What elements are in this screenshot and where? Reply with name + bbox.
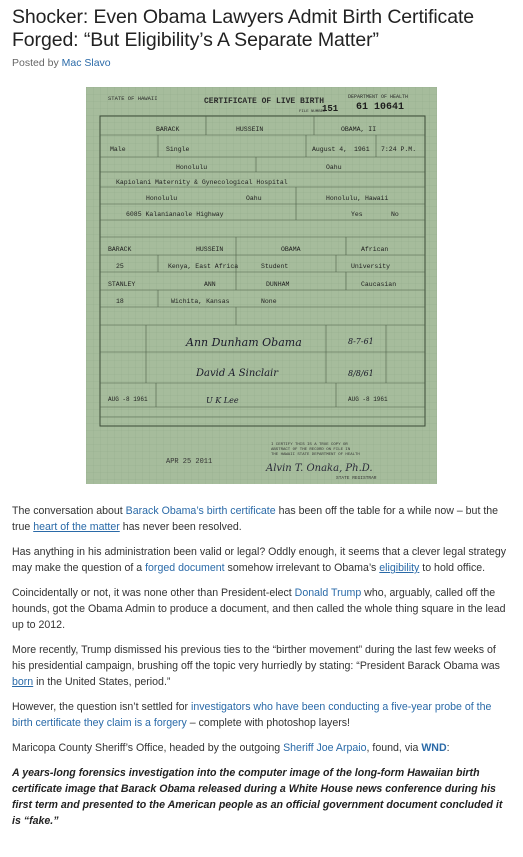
hospital-name: Kapiolani Maternity & Gynecological Hospital	[116, 179, 288, 186]
paragraph-4	[12, 642, 512, 690]
mother-occupation: None	[261, 298, 277, 305]
registrar-accepted-date: AUG -8 1961	[108, 396, 148, 403]
father-middle-name: HUSSEIN	[196, 246, 224, 253]
mother-birthplace: Wichita, Kansas	[171, 298, 230, 305]
mother-first-name: STANLEY	[108, 281, 136, 288]
mother-residence-island: Oahu	[246, 195, 262, 202]
investigators-link[interactable]: investigators who have been conducting a five-year probe of the birth certificate they claim is a forgery	[12, 701, 492, 729]
state-registrar-signature: Alvin T. Onaka, Ph.D.	[266, 463, 373, 474]
father-industry: University	[351, 263, 391, 270]
sheriff-arpaio-link[interactable]: Sheriff Joe Arpaio	[283, 742, 367, 754]
p2-text-b: somehow irrelevant to Obama’s	[224, 562, 380, 574]
mother-race: Caucasian	[361, 281, 397, 288]
certify-line-3: THE HAWAII STATE DEPARTMENT OF HEALTH	[271, 453, 360, 457]
cert-heading: CERTIFICATE OF LIVE BIRTH	[204, 97, 325, 106]
p5-text-a: However, the question isn’t settled for	[12, 701, 192, 713]
attendant-sign-date: 8/8/61	[348, 369, 374, 378]
file-prefix: 151	[322, 104, 339, 114]
child-first-name: BARACK	[156, 126, 180, 133]
birth-time: 7:24 P.M.	[381, 146, 417, 153]
parent-signature: Ann Dunham Obama	[186, 336, 302, 349]
birth-certificate-image	[86, 87, 437, 484]
posted-by-label: Posted by	[12, 57, 59, 69]
p5-text-b: – complete with photoshop layers!	[186, 717, 350, 729]
p1-text-a: The conversation about	[12, 505, 126, 517]
p6-text-c: :	[446, 742, 450, 754]
p4-text-a: More recently, Trump dismissed his previous ties to the “birther movement” during the last few weeks of his presidential campaign, brushing off the topic very hurriedly by stating: “President Barack Obama was	[12, 644, 500, 672]
certify-line-1: I CERTIFY THIS IS A TRUE COPY OR	[271, 443, 348, 447]
born-link[interactable]: born	[12, 676, 34, 688]
filed-date: AUG -8 1961	[348, 396, 388, 403]
cert-number: 61 10641	[356, 102, 405, 113]
birth-certificate-link[interactable]: Barack Obama’s birth certificate	[125, 505, 276, 517]
author-link[interactable]: Mac Slavo	[61, 57, 111, 69]
father-birthplace: Kenya, East Africa	[168, 263, 239, 270]
eligibility-link[interactable]: eligibility	[379, 562, 420, 574]
certify-line-2: ABSTRACT OF THE RECORD ON FILE IN	[271, 448, 351, 452]
article-title: Shocker: Even Obama Lawyers Admit Birth Certificate Forged: “But Eligibility’s A Separate Matter”	[12, 6, 475, 51]
inside-city-no: No	[391, 211, 399, 218]
state-registrar-title: STATE REGISTRAR	[336, 476, 377, 481]
p2-text-c: to hold office.	[419, 562, 486, 574]
child-sex: Male	[110, 146, 126, 153]
wnd-link[interactable]: WND	[421, 742, 447, 754]
inside-city-yes: Yes	[351, 211, 363, 218]
p6-text-b: , found, via	[366, 742, 422, 754]
donald-trump-link[interactable]: Donald Trump	[294, 587, 362, 599]
blockquote: A years-long forensics investigation into the computer image of the long-form Hawaiian birth certificate image that Barack Obama released during a White House news conference during his first term and presented to the American people as an official government document concluded it is “fake.”	[12, 767, 503, 827]
file-number-label: FILE NUMBER	[299, 110, 326, 114]
child-middle-name: HUSSEIN	[236, 126, 264, 133]
heart-of-matter-link[interactable]: heart of the matter	[33, 521, 120, 533]
paragraph-1	[12, 503, 512, 535]
article-body	[12, 503, 512, 838]
stamp-date: APR 25 2011	[166, 458, 213, 466]
mother-residence-city: Honolulu	[146, 195, 178, 202]
p6-text-a: Maricopa County Sheriff’s Office, headed by the outgoing	[12, 742, 284, 754]
byline	[12, 57, 111, 69]
p1-text-c: has never been resolved.	[119, 521, 242, 533]
birth-city: Honolulu	[176, 164, 208, 171]
cert-dept: DEPARTMENT OF HEALTH	[348, 94, 409, 100]
mother-residence-state: Honolulu, Hawaii	[326, 195, 389, 202]
birth-type: Single	[166, 146, 190, 153]
p3-text-b: who, arguably, called off the hounds, got the Obama Admin to produce a document, and then called the whole thing square in the lead up to 2012.	[12, 587, 506, 631]
birth-year: 1961	[354, 146, 370, 153]
cert-state: STATE OF HAWAII	[108, 95, 158, 102]
birth-month-day: August 4,	[312, 146, 348, 153]
mother-maiden-name: DUNHAM	[266, 281, 290, 288]
p4-text-b: in the United States, period.”	[33, 676, 171, 688]
registrar-signature: U K Lee	[206, 396, 239, 405]
paragraph-5	[12, 699, 512, 731]
parent-sign-date: 8-7-61	[348, 337, 374, 346]
attendant-signature: David A Sinclair	[196, 368, 279, 379]
p2-text-a: Has anything in his administration been valid or legal? Oddly enough, it seems that a clever legal strategy may make the question of a	[12, 546, 507, 574]
mother-middle-name: ANN	[204, 281, 216, 288]
paragraph-2	[12, 544, 512, 576]
father-first-name: BARACK	[108, 246, 132, 253]
father-age: 25	[116, 263, 124, 270]
father-race: African	[361, 246, 389, 253]
child-last-name: OBAMA, II	[341, 126, 377, 133]
mother-age: 18	[116, 298, 124, 305]
forged-document-link[interactable]: forged document	[145, 562, 225, 574]
paragraph-3	[12, 585, 512, 633]
p1-text-b: has been off the table for a while now – but the true	[12, 505, 499, 533]
p3-text-a: Coincidentally or not, it was none other than President-elect	[12, 587, 295, 599]
paragraph-6	[12, 740, 512, 756]
father-last-name: OBAMA	[281, 246, 301, 253]
father-occupation: Student	[261, 263, 289, 270]
residence-address: 6085 Kalanianaole Highway	[126, 211, 224, 218]
birth-island: Oahu	[326, 164, 342, 171]
